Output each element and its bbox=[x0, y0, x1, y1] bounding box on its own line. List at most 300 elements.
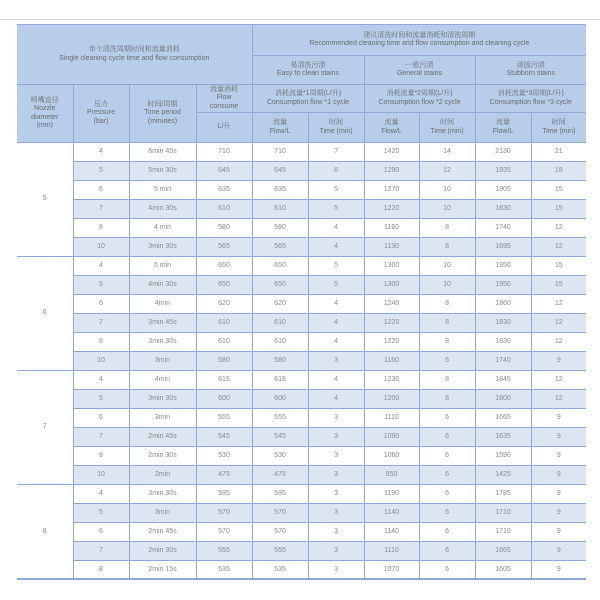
flow-2-cell: 1220 bbox=[364, 200, 419, 219]
category-general-en: General stains bbox=[396, 70, 443, 77]
flow-1-cell: 535 bbox=[252, 561, 308, 580]
time-2-cell: 8 bbox=[419, 295, 475, 314]
table-row bbox=[17, 162, 586, 181]
flow-consume-cell: 580 bbox=[196, 219, 252, 238]
time-2-cell: 8 bbox=[419, 390, 475, 409]
flow-1-cell: 610 bbox=[252, 314, 308, 333]
flow-consume-cell: 620 bbox=[196, 295, 252, 314]
category-stubborn-zh: 顽固污渍 bbox=[516, 61, 545, 69]
time-2-en: Time (min) bbox=[430, 127, 464, 135]
flow-2-cell: 1230 bbox=[364, 371, 419, 390]
header-category-stubborn bbox=[475, 56, 586, 85]
time-period-cell: 2min 30s bbox=[129, 447, 196, 466]
table-row bbox=[17, 561, 586, 580]
header-single-cycle bbox=[17, 25, 252, 85]
flow-1-cell: 635 bbox=[252, 181, 308, 200]
time-1-cell: 4 bbox=[308, 390, 364, 409]
time-3-zh: 时间 bbox=[551, 119, 566, 127]
flow-consume-cell: 650 bbox=[196, 257, 252, 276]
flow-2-cell: 950 bbox=[364, 466, 419, 485]
time-period-cell: 4min 30s bbox=[129, 276, 196, 295]
cycle-3-en: Consumption flow *3 cycle bbox=[489, 98, 572, 106]
time-period-cell: 3min 30s bbox=[129, 485, 196, 504]
flow-3-cell: 1740 bbox=[475, 352, 531, 371]
time-period-zh: 时间/周期 bbox=[147, 101, 178, 109]
flow-3-cell: 1845 bbox=[475, 371, 531, 390]
time-1-cell: 4 bbox=[308, 371, 364, 390]
nozzle-en2: diameter bbox=[31, 113, 59, 121]
time-period-cell: 2min 15s bbox=[129, 561, 196, 580]
time-3-en: Time (min) bbox=[542, 127, 576, 135]
table-row bbox=[17, 523, 586, 542]
table-row bbox=[17, 485, 586, 504]
header-category-easy bbox=[252, 56, 364, 85]
pressure-cell: 10 bbox=[73, 352, 129, 371]
nozzle-en3: (mm) bbox=[36, 121, 53, 129]
flow-3-cell: 1665 bbox=[475, 409, 531, 428]
time-3-cell: 12 bbox=[531, 390, 586, 409]
time-1-cell: 3 bbox=[308, 352, 364, 371]
flow-consume-cell: 545 bbox=[196, 428, 252, 447]
flow-1-cell: 570 bbox=[252, 504, 308, 523]
time-1-cell: 5 bbox=[308, 181, 364, 200]
pressure-cell: 4 bbox=[73, 371, 129, 390]
header-cycle-2 bbox=[364, 85, 475, 113]
time-3-cell: 15 bbox=[531, 181, 586, 200]
flow-consume-cell: 475 bbox=[196, 466, 252, 485]
nozzle-diameter-cell: 8 bbox=[17, 485, 73, 580]
flow-consume-cell: 650 bbox=[196, 276, 252, 295]
flow-3-cell: 1830 bbox=[475, 314, 531, 333]
flow-1-cell: 580 bbox=[252, 219, 308, 238]
time-2-cell: 10 bbox=[419, 276, 475, 295]
header-time-2 bbox=[419, 113, 475, 143]
table-row bbox=[17, 143, 586, 162]
flow-2-cell: 1140 bbox=[364, 523, 419, 542]
flow-consume-cell: 570 bbox=[196, 523, 252, 542]
pressure-zh: 压力 bbox=[94, 101, 108, 109]
table-row bbox=[17, 371, 586, 390]
flow-2-cell: 1300 bbox=[364, 257, 419, 276]
time-period-cell: 3min 30s bbox=[129, 238, 196, 257]
time-1-cell: 4 bbox=[308, 314, 364, 333]
time-2-cell: 8 bbox=[419, 219, 475, 238]
pressure-cell: 4 bbox=[73, 485, 129, 504]
table-row bbox=[17, 314, 586, 333]
flow-3-cell: 1590 bbox=[475, 447, 531, 466]
table-row bbox=[17, 409, 586, 428]
time-1-cell: 4 bbox=[308, 219, 364, 238]
time-2-cell: 8 bbox=[419, 333, 475, 352]
time-2-cell: 6 bbox=[419, 485, 475, 504]
header-recommended bbox=[252, 25, 586, 56]
header-single-cycle-zh: 单个清洗周期时间和流量消耗 bbox=[88, 46, 180, 54]
time-2-cell: 6 bbox=[419, 447, 475, 466]
time-2-cell: 6 bbox=[419, 409, 475, 428]
flow-2-cell: 1300 bbox=[364, 276, 419, 295]
flow-3-cell: 1830 bbox=[475, 333, 531, 352]
flow-1-en: Flow/L bbox=[269, 127, 291, 135]
table-body bbox=[17, 143, 586, 580]
pressure-cell: 8 bbox=[73, 447, 129, 466]
table-row bbox=[17, 238, 586, 257]
table-row bbox=[17, 352, 586, 371]
time-2-cell: 14 bbox=[419, 143, 475, 162]
flow-3-cell: 1935 bbox=[475, 162, 531, 181]
time-2-cell: 6 bbox=[419, 352, 475, 371]
header-flow-unit bbox=[196, 113, 252, 143]
time-period-cell: 2min 30s bbox=[129, 542, 196, 561]
header-flow-2 bbox=[364, 113, 419, 143]
flow-2-cell: 1220 bbox=[364, 314, 419, 333]
flow-3-cell: 1665 bbox=[475, 542, 531, 561]
time-period-cell: 4min bbox=[129, 295, 196, 314]
time-3-cell: 9 bbox=[531, 466, 586, 485]
time-3-cell: 9 bbox=[531, 542, 586, 561]
header-recommended-zh: 建议清洗时间和流量消耗和清洗周期 bbox=[363, 31, 476, 39]
time-2-cell: 6 bbox=[419, 523, 475, 542]
pressure-en2: (bar) bbox=[93, 117, 109, 125]
category-stubborn-en: Stubborn stains bbox=[506, 70, 556, 77]
time-3-cell: 12 bbox=[531, 238, 586, 257]
time-1-cell: 7 bbox=[308, 143, 364, 162]
flow-unit: L/升 bbox=[217, 123, 231, 131]
time-3-cell: 9 bbox=[531, 504, 586, 523]
time-1-cell: 5 bbox=[308, 200, 364, 219]
time-2-cell: 10 bbox=[419, 257, 475, 276]
time-1-cell: 3 bbox=[308, 542, 364, 561]
time-1-cell: 5 bbox=[308, 276, 364, 295]
flow-1-cell: 600 bbox=[252, 390, 308, 409]
table-header bbox=[17, 25, 586, 143]
table-row bbox=[17, 504, 586, 523]
time-period-cell: 2min bbox=[129, 466, 196, 485]
flow-consume-cell: 555 bbox=[196, 542, 252, 561]
time-3-cell: 9 bbox=[531, 447, 586, 466]
table-row bbox=[17, 200, 586, 219]
top-divider bbox=[0, 19, 600, 20]
header-cycle-3 bbox=[475, 85, 586, 113]
table-row bbox=[17, 333, 586, 352]
time-period-cell: 5 min bbox=[129, 257, 196, 276]
pressure-cell: 10 bbox=[73, 238, 129, 257]
flow-1-cell: 650 bbox=[252, 276, 308, 295]
header-time-period bbox=[129, 85, 196, 143]
time-period-en1: Time period bbox=[144, 109, 181, 117]
flow-1-cell: 570 bbox=[252, 523, 308, 542]
time-2-cell: 10 bbox=[419, 181, 475, 200]
header-time-1 bbox=[308, 113, 364, 143]
flow-2-en: Flow/L bbox=[381, 127, 402, 135]
pressure-cell: 8 bbox=[73, 219, 129, 238]
flow-1-cell: 545 bbox=[252, 428, 308, 447]
time-2-cell: 6 bbox=[419, 504, 475, 523]
flow-consume-cell: 565 bbox=[196, 238, 252, 257]
header-single-cycle-en: Single cleaning cycle time and flow consumption bbox=[59, 54, 210, 62]
time-3-cell: 18 bbox=[531, 162, 586, 181]
header-flow-3 bbox=[475, 113, 531, 143]
time-1-en: Time (min) bbox=[319, 127, 353, 135]
header-cycle-1 bbox=[252, 85, 364, 113]
cycle-3-zh: 消耗流量*3周期(L/升) bbox=[497, 90, 564, 98]
flow-consume-cell: 610 bbox=[196, 200, 252, 219]
flow-2-cell: 1190 bbox=[364, 485, 419, 504]
flow-3-cell: 1950 bbox=[475, 257, 531, 276]
flow-1-cell: 530 bbox=[252, 447, 308, 466]
time-3-cell: 9 bbox=[531, 428, 586, 447]
flow-2-cell: 1090 bbox=[364, 428, 419, 447]
time-3-cell: 12 bbox=[531, 314, 586, 333]
time-period-cell: 3min 30s bbox=[129, 390, 196, 409]
pressure-en1: Pressure bbox=[86, 109, 115, 117]
pressure-cell: 5 bbox=[73, 390, 129, 409]
flow-2-cell: 1060 bbox=[364, 447, 419, 466]
flow-3-cell: 2130 bbox=[475, 143, 531, 162]
time-1-zh: 时间 bbox=[329, 119, 344, 127]
time-2-cell: 8 bbox=[419, 238, 475, 257]
pressure-cell: 5 bbox=[73, 276, 129, 295]
cycle-1-en: Consumption flow *1 cycle bbox=[266, 98, 350, 106]
time-1-cell: 6 bbox=[308, 162, 364, 181]
time-period-cell: 3min bbox=[129, 409, 196, 428]
flow-2-cell: 1160 bbox=[364, 219, 419, 238]
flow-consume-zh: 流量消耗 bbox=[210, 86, 238, 94]
flow-1-cell: 645 bbox=[252, 162, 308, 181]
cycle-2-en: Consumption flow *2 cycle bbox=[378, 98, 461, 106]
pressure-cell: 8 bbox=[73, 333, 129, 352]
pressure-cell: 8 bbox=[73, 561, 129, 580]
flow-3-cell: 1860 bbox=[475, 295, 531, 314]
pressure-cell: 5 bbox=[73, 504, 129, 523]
header-nozzle-diameter bbox=[17, 85, 73, 143]
time-2-cell: 6 bbox=[419, 466, 475, 485]
time-1-cell: 4 bbox=[308, 238, 364, 257]
cycle-2-zh: 消耗流量*2周期(L/升) bbox=[386, 90, 453, 98]
time-2-cell: 8 bbox=[419, 371, 475, 390]
flow-1-cell: 555 bbox=[252, 409, 308, 428]
flow-1-cell: 475 bbox=[252, 466, 308, 485]
time-period-cell: 3min 30s bbox=[129, 333, 196, 352]
category-easy-zh: 易清洗污渍 bbox=[290, 61, 326, 69]
flow-1-cell: 650 bbox=[252, 257, 308, 276]
flow-2-cell: 1200 bbox=[364, 390, 419, 409]
flow-1-cell: 595 bbox=[252, 485, 308, 504]
time-3-cell: 9 bbox=[531, 352, 586, 371]
time-3-cell: 21 bbox=[531, 143, 586, 162]
flow-consume-cell: 645 bbox=[196, 162, 252, 181]
header-flow-1 bbox=[252, 113, 308, 143]
flow-3-en: Flow/L bbox=[492, 127, 514, 135]
time-1-cell: 3 bbox=[308, 447, 364, 466]
time-3-cell: 15 bbox=[531, 257, 586, 276]
nozzle-zh: 喷嘴直径 bbox=[30, 97, 59, 105]
flow-2-cell: 1110 bbox=[364, 542, 419, 561]
flow-2-cell: 1160 bbox=[364, 352, 419, 371]
pressure-cell: 4 bbox=[73, 257, 129, 276]
header-flow-consume bbox=[196, 85, 252, 113]
flow-2-cell: 1130 bbox=[364, 238, 419, 257]
time-1-cell: 4 bbox=[308, 295, 364, 314]
flow-consume-cell: 570 bbox=[196, 504, 252, 523]
flow-2-cell: 1140 bbox=[364, 504, 419, 523]
time-period-cell: 5 min bbox=[129, 181, 196, 200]
flow-1-cell: 610 bbox=[252, 333, 308, 352]
flow-consume-en2: consume bbox=[209, 102, 239, 110]
pressure-cell: 6 bbox=[73, 181, 129, 200]
bottom-divider bbox=[17, 578, 586, 580]
time-2-cell: 8 bbox=[419, 314, 475, 333]
time-period-cell: 4min 30s bbox=[129, 200, 196, 219]
flow-consume-cell: 530 bbox=[196, 447, 252, 466]
table-row bbox=[17, 428, 586, 447]
time-1-cell: 3 bbox=[308, 485, 364, 504]
header-time-3 bbox=[531, 113, 586, 143]
flow-2-cell: 1270 bbox=[364, 181, 419, 200]
pressure-cell: 6 bbox=[73, 523, 129, 542]
time-3-cell: 9 bbox=[531, 409, 586, 428]
time-1-cell: 3 bbox=[308, 504, 364, 523]
time-period-cell: 3min bbox=[129, 504, 196, 523]
flow-1-zh: 流量 bbox=[273, 119, 288, 127]
time-2-cell: 10 bbox=[419, 200, 475, 219]
table-row bbox=[17, 181, 586, 200]
time-1-cell: 3 bbox=[308, 523, 364, 542]
flow-1-cell: 580 bbox=[252, 352, 308, 371]
time-period-cell: 3min 45s bbox=[129, 314, 196, 333]
flow-consume-cell: 610 bbox=[196, 333, 252, 352]
flow-consume-cell: 610 bbox=[196, 314, 252, 333]
time-2-cell: 6 bbox=[419, 561, 475, 580]
flow-2-cell: 1290 bbox=[364, 162, 419, 181]
cycle-1-zh: 消耗流量*1周期(L/升) bbox=[274, 90, 342, 98]
flow-consume-cell: 535 bbox=[196, 561, 252, 580]
pressure-cell: 6 bbox=[73, 409, 129, 428]
time-3-cell: 12 bbox=[531, 219, 586, 238]
flow-consume-cell: 555 bbox=[196, 409, 252, 428]
table-row bbox=[17, 295, 586, 314]
time-period-cell: 4 min bbox=[129, 219, 196, 238]
table-row bbox=[17, 466, 586, 485]
time-1-cell: 5 bbox=[308, 257, 364, 276]
flow-1-cell: 555 bbox=[252, 542, 308, 561]
time-1-cell: 3 bbox=[308, 409, 364, 428]
flow-2-cell: 1110 bbox=[364, 409, 419, 428]
table-row bbox=[17, 390, 586, 409]
time-2-cell: 12 bbox=[419, 162, 475, 181]
flow-1-cell: 610 bbox=[252, 200, 308, 219]
time-1-cell: 4 bbox=[308, 333, 364, 352]
nozzle-diameter-cell: 5 bbox=[17, 143, 73, 257]
time-period-cell: 2min 45s bbox=[129, 523, 196, 542]
table-row bbox=[17, 257, 586, 276]
table-row bbox=[17, 447, 586, 466]
flow-3-cell: 1905 bbox=[475, 181, 531, 200]
nozzle-en1: Nozzle bbox=[34, 105, 56, 113]
time-period-cell: 6min 45s bbox=[129, 143, 196, 162]
flow-3-zh: 流量 bbox=[496, 119, 511, 127]
time-3-cell: 15 bbox=[531, 276, 586, 295]
flow-3-cell: 1800 bbox=[475, 390, 531, 409]
time-3-cell: 9 bbox=[531, 561, 586, 580]
flow-3-cell: 1710 bbox=[475, 523, 531, 542]
flow-2-cell: 1220 bbox=[364, 333, 419, 352]
flow-3-cell: 1950 bbox=[475, 276, 531, 295]
category-general-zh: 一般污渍 bbox=[405, 61, 434, 69]
flow-1-cell: 565 bbox=[252, 238, 308, 257]
pressure-cell: 7 bbox=[73, 314, 129, 333]
nozzle-diameter-cell: 6 bbox=[17, 257, 73, 371]
time-period-en2: (minutes) bbox=[147, 117, 178, 125]
flow-consume-cell: 600 bbox=[196, 390, 252, 409]
flow-2-cell: 1070 bbox=[364, 561, 419, 580]
flow-consume-cell: 710 bbox=[196, 143, 252, 162]
pressure-cell: 5 bbox=[73, 162, 129, 181]
flow-consume-cell: 580 bbox=[196, 352, 252, 371]
pressure-cell: 10 bbox=[73, 466, 129, 485]
time-period-cell: 4min bbox=[129, 371, 196, 390]
flow-1-cell: 710 bbox=[252, 143, 308, 162]
time-1-cell: 3 bbox=[308, 466, 364, 485]
table-row bbox=[17, 276, 586, 295]
flow-consume-cell: 595 bbox=[196, 485, 252, 504]
time-2-zh: 时间 bbox=[440, 119, 455, 127]
table-row bbox=[17, 219, 586, 238]
flow-consume-cell: 635 bbox=[196, 181, 252, 200]
nozzle-diameter-cell: 7 bbox=[17, 371, 73, 485]
header-recommended-en: Recommended cleaning time and flow consumption and cleaning cycle bbox=[309, 40, 530, 47]
flow-3-cell: 1830 bbox=[475, 200, 531, 219]
header-pressure bbox=[73, 85, 129, 143]
time-3-cell: 15 bbox=[531, 200, 586, 219]
time-1-cell: 3 bbox=[308, 561, 364, 580]
time-period-cell: 3min bbox=[129, 352, 196, 371]
flow-3-cell: 1635 bbox=[475, 428, 531, 447]
header-category-general bbox=[364, 56, 475, 85]
flow-3-cell: 1605 bbox=[475, 561, 531, 580]
time-3-cell: 12 bbox=[531, 333, 586, 352]
flow-1-cell: 620 bbox=[252, 295, 308, 314]
time-period-cell: 5min 30s bbox=[129, 162, 196, 181]
flow-consume-cell: 615 bbox=[196, 371, 252, 390]
pressure-cell: 7 bbox=[73, 200, 129, 219]
flow-2-cell: 1240 bbox=[364, 295, 419, 314]
flow-2-cell: 1420 bbox=[364, 143, 419, 162]
flow-3-cell: 1695 bbox=[475, 238, 531, 257]
category-easy-en: Easy to clean stains bbox=[276, 70, 340, 77]
flow-2-zh: 流量 bbox=[384, 119, 399, 127]
time-2-cell: 6 bbox=[419, 428, 475, 447]
time-period-cell: 2min 45s bbox=[129, 428, 196, 447]
time-1-cell: 3 bbox=[308, 428, 364, 447]
time-3-cell: 12 bbox=[531, 371, 586, 390]
pressure-cell: 4 bbox=[73, 143, 129, 162]
flow-consume-en1: Flow bbox=[216, 94, 232, 102]
time-3-cell: 9 bbox=[531, 523, 586, 542]
time-3-cell: 9 bbox=[531, 485, 586, 504]
table-row bbox=[17, 542, 586, 561]
flow-3-cell: 1425 bbox=[475, 466, 531, 485]
flow-3-cell: 1740 bbox=[475, 219, 531, 238]
pressure-cell: 6 bbox=[73, 295, 129, 314]
flow-1-cell: 615 bbox=[252, 371, 308, 390]
pressure-cell: 7 bbox=[73, 542, 129, 561]
flow-3-cell: 1785 bbox=[475, 485, 531, 504]
flow-3-cell: 1710 bbox=[475, 504, 531, 523]
pressure-cell: 7 bbox=[73, 428, 129, 447]
time-3-cell: 12 bbox=[531, 295, 586, 314]
cleaning-cycle-table bbox=[17, 24, 586, 580]
time-2-cell: 6 bbox=[419, 542, 475, 561]
